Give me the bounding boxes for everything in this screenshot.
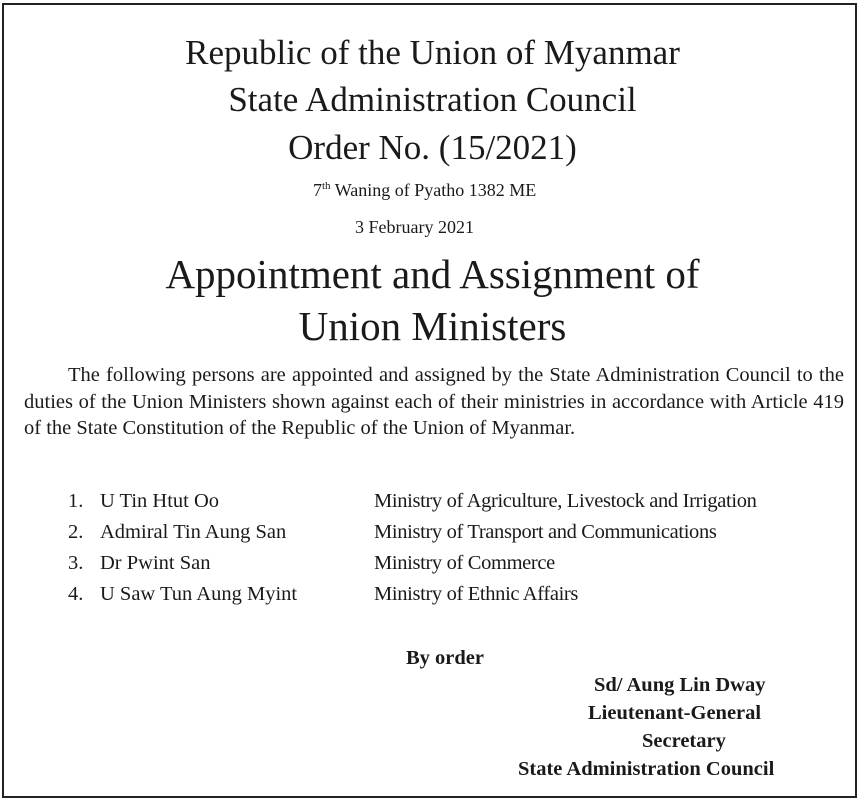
by-order-label: By order	[406, 647, 484, 669]
myanmar-date-day: 7	[313, 180, 322, 200]
header-order-number: Order No. (15/2021)	[288, 128, 577, 167]
ministry-name: Ministry of Ethnic Affairs	[374, 583, 579, 605]
list-item	[0, 486, 865, 516]
document-title-line2: Union Ministers	[298, 303, 567, 349]
signatory-position: Secretary	[642, 730, 726, 752]
list-item	[0, 517, 865, 547]
body-paragraph	[24, 362, 844, 442]
header-council: State Administration Council	[228, 80, 637, 119]
list-item-number: 4.	[68, 583, 84, 605]
ministry-name: Ministry of Agriculture, Livestock and Irrigation	[374, 490, 757, 512]
body-paragraph-text: The following persons are appointed and assigned by the State Administration Council to the duties of the Union Ministers shown against each of their ministries in accordance with Article 419 of the State Constitution of the Republic of the Union of Myanmar.	[24, 364, 844, 439]
document-title-line1: Appointment and Assignment of	[165, 251, 700, 297]
list-item-number: 1.	[68, 490, 84, 512]
myanmar-date-rest: Waning of Pyatho 1382 ME	[330, 180, 537, 200]
ministry-name: Ministry of Commerce	[374, 552, 555, 574]
ministry-name: Ministry of Transport and Communications	[374, 521, 717, 543]
myanmar-date	[313, 179, 536, 201]
appointee-name: U Tin Htut Oo	[100, 490, 220, 512]
header-country: Republic of the Union of Myanmar	[185, 33, 680, 72]
appointee-name: Dr Pwint San	[100, 552, 211, 574]
list-item	[0, 579, 865, 609]
gregorian-date: 3 February 2021	[355, 217, 474, 237]
signatory-name: Sd/ Aung Lin Dway	[594, 674, 766, 696]
list-item	[0, 548, 865, 578]
appointee-name: Admiral Tin Aung San	[100, 521, 287, 543]
list-item-number: 2.	[68, 521, 84, 543]
myanmar-date-suffix: th	[322, 180, 331, 192]
signatory-rank: Lieutenant-General	[588, 702, 762, 724]
signatory-organization: State Administration Council	[518, 758, 775, 780]
appointee-name: U Saw Tun Aung Myint	[100, 583, 298, 605]
list-item-number: 3.	[68, 552, 84, 574]
